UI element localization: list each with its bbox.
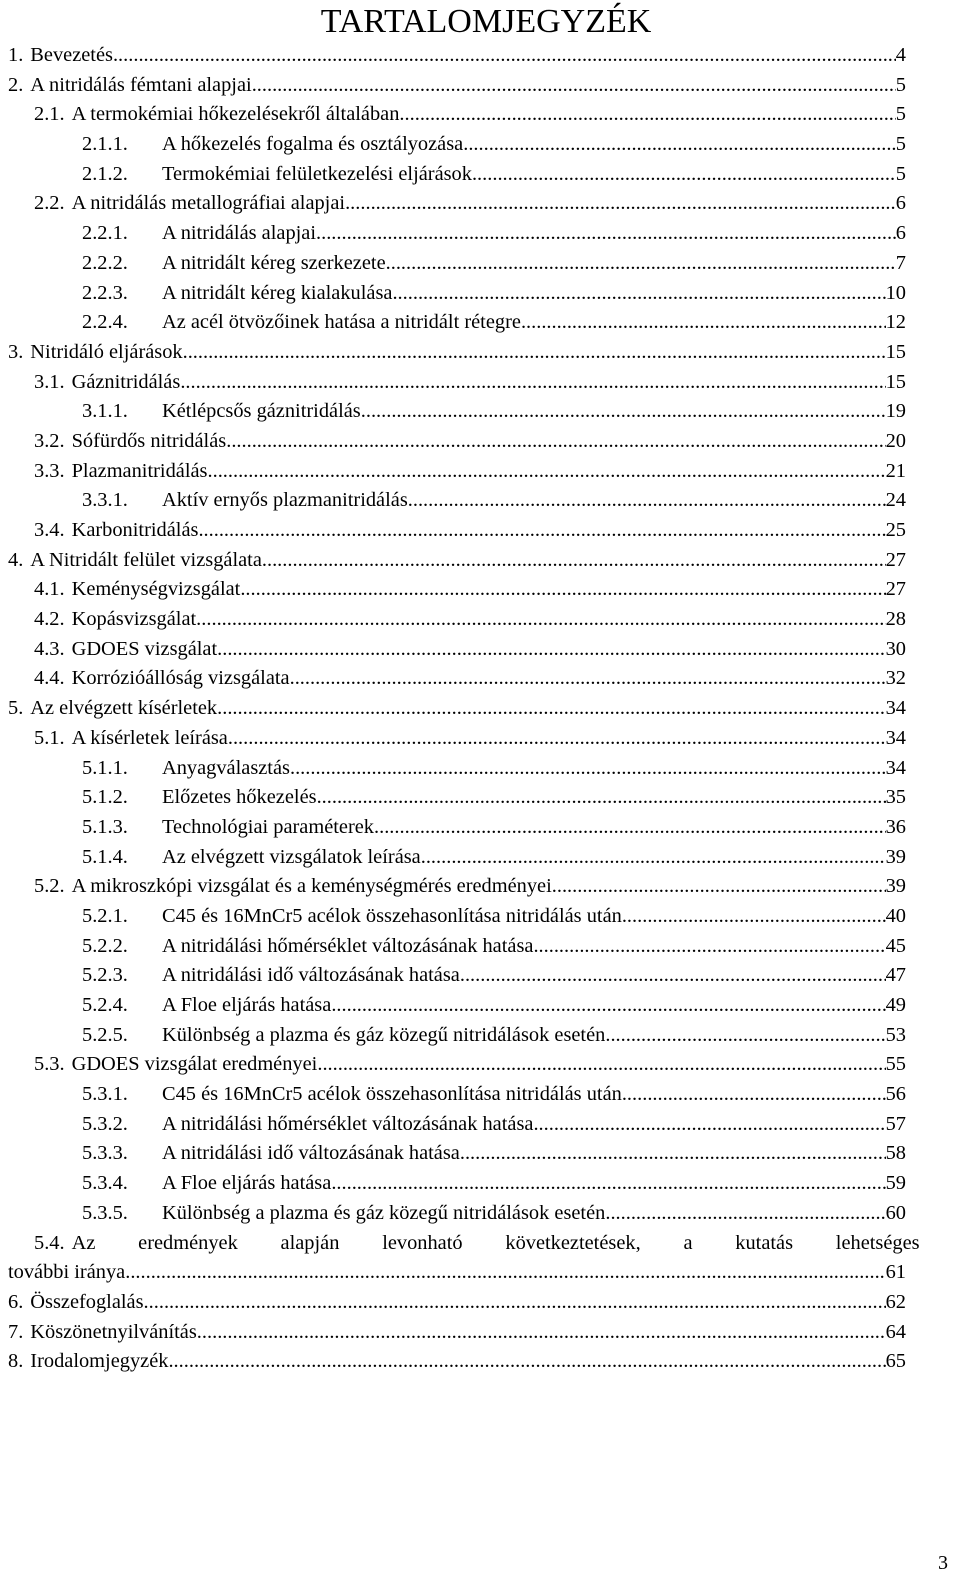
toc-entry-label: A nitridálási idő változásának hatása <box>162 1142 460 1165</box>
toc-entry-page: 30 <box>885 637 906 660</box>
toc-entry-page: 15 <box>885 340 906 363</box>
toc-entry[interactable] <box>8 397 906 427</box>
toc-entry-number: 4.4. <box>34 667 65 690</box>
toc-entry[interactable] <box>8 724 906 754</box>
toc-leader-dots <box>113 41 896 71</box>
toc-entry-page: 24 <box>885 489 906 512</box>
toc-leader-dots <box>533 1110 885 1140</box>
toc-leader-dots <box>392 279 885 309</box>
toc-entry-number: 4.3. <box>34 637 65 660</box>
toc-entry-number: 5.3. <box>34 1053 65 1076</box>
toc-entry-page: 49 <box>885 994 906 1016</box>
toc-leader-dots <box>198 516 885 546</box>
toc-entry-page: 35 <box>885 786 906 809</box>
toc-entry-number: 3.3.1. <box>82 489 128 512</box>
toc-entry-page: 20 <box>885 429 906 452</box>
toc-entry-number: 2.1.1. <box>82 133 128 156</box>
toc-entry[interactable] <box>8 1199 906 1229</box>
toc-entry-label: Karbonitridálás <box>71 519 199 541</box>
toc-entry-label: Termokémiai felületkezelési eljárások <box>162 162 472 185</box>
toc-leader-dots <box>125 1258 885 1288</box>
toc-entry-number: 2.1.2. <box>82 162 128 185</box>
toc-entry-label: A nitridálási hőmérséklet változásának hatása <box>162 1112 534 1135</box>
toc-entry-number: 5.1.4. <box>82 845 128 868</box>
toc-entry-page: 5 <box>895 133 906 156</box>
toc-leader-dots <box>290 664 886 694</box>
toc-entry[interactable] <box>8 1229 920 1259</box>
toc-entry-page: 56 <box>885 1083 906 1106</box>
toc-entry-page: 53 <box>885 1023 906 1046</box>
toc-entry[interactable] <box>8 694 906 724</box>
toc-entry-label: Az elvégzett kísérletek <box>30 697 218 720</box>
toc-entry[interactable] <box>8 813 906 843</box>
toc-entry-page: 57 <box>885 1112 906 1135</box>
toc-entry-number: 4.2. <box>34 608 65 631</box>
toc-entry[interactable] <box>8 902 906 932</box>
toc-leader-dots <box>228 724 886 754</box>
toc-entry-page: 6 <box>895 192 906 215</box>
toc-entry-number: 2. <box>8 73 24 96</box>
toc-entry-label: Anyagválasztás <box>162 756 290 779</box>
toc-entry-page: 27 <box>885 548 906 571</box>
toc-entry-page: 7 <box>895 251 906 274</box>
toc-entry-page: 12 <box>885 311 906 334</box>
toc-entry[interactable] <box>8 279 906 309</box>
toc-leader-dots <box>252 71 896 101</box>
toc-entry-number: 4. <box>8 548 24 571</box>
toc-entry-number: 5.1.1. <box>82 756 128 779</box>
toc-leader-dots <box>421 843 886 873</box>
toc-entry-label: Előzetes hőkezelés <box>162 786 317 809</box>
toc-leader-dots <box>240 575 885 605</box>
toc-entry-page: 61 <box>885 1261 906 1284</box>
toc-leader-dots <box>290 754 886 784</box>
toc-entry-number: 2.2.2. <box>82 251 128 274</box>
toc-entry-label: Köszönetnyilvánítás <box>30 1320 197 1343</box>
toc-entry-label: Különbség a plazma és gáz közegű nitridálások esetén <box>162 1023 606 1046</box>
toc-entry[interactable] <box>8 427 906 457</box>
toc-leader-dots <box>622 902 886 932</box>
toc-leader-dots <box>197 1318 886 1348</box>
toc-leader-dots <box>183 338 886 368</box>
toc-entry-page: 55 <box>885 1053 906 1076</box>
toc-entry-continuation[interactable] <box>8 1258 906 1288</box>
toc-entry-number: 5.1.3. <box>82 815 128 838</box>
toc-leader-dots <box>208 457 886 487</box>
toc-leader-dots <box>217 635 885 665</box>
toc-entry-label: GDOES vizsgálat eredményei <box>71 1053 318 1076</box>
toc-entry-label: C45 és 16MnCr5 acélok összehasonlítása nitridálás után <box>162 904 622 927</box>
toc-entry-label: Kétlépcsős gáznitridálás <box>162 400 361 423</box>
toc-entry-number: 3.1.1. <box>82 400 128 423</box>
toc-leader-dots <box>316 219 896 249</box>
toc-entry[interactable] <box>8 961 906 991</box>
toc-entry-label: Korrózióállóság vizsgálata <box>71 667 290 690</box>
toc-entry-page: 59 <box>885 1172 906 1195</box>
toc-entry-label: Aktív ernyős plazmanitridálás <box>162 489 408 512</box>
toc-leader-dots <box>345 189 896 219</box>
toc-entry-number: 5.2.1. <box>82 904 128 927</box>
toc-entry[interactable] <box>8 1318 906 1348</box>
toc-entry-page: 10 <box>885 281 906 304</box>
toc-entry[interactable] <box>8 368 906 398</box>
toc-entry-label: A termokémiai hőkezelésekről általában <box>71 103 400 126</box>
toc-entry-number: 6. <box>8 1290 24 1313</box>
toc-leader-dots <box>463 130 896 160</box>
toc-entry[interactable] <box>8 546 906 576</box>
toc-leader-dots <box>317 783 886 813</box>
toc-entry-label: Különbség a plazma és gáz közegű nitridálások esetén <box>162 1201 606 1224</box>
toc-entry-number: 7. <box>8 1320 24 1343</box>
toc-entry-number: 5.3.1. <box>82 1083 128 1106</box>
toc-entry[interactable] <box>8 1139 906 1169</box>
toc-entry-number: 3.2. <box>34 429 65 452</box>
page-number: 3 <box>938 1552 948 1574</box>
toc-entry-label: Plazmanitridálás <box>71 459 208 482</box>
toc-entry-page: 4 <box>895 44 906 66</box>
toc-leader-dots <box>408 486 886 516</box>
toc-entry[interactable] <box>8 872 906 902</box>
toc-leader-dots <box>331 1169 885 1199</box>
toc-entry-number: 5.2.4. <box>82 994 128 1016</box>
toc-entry-number: 5. <box>8 697 24 720</box>
toc-entry[interactable] <box>8 100 906 130</box>
toc-entry-label: A nitridálás alapjai <box>162 222 317 245</box>
toc-entry-page: 19 <box>885 400 906 423</box>
toc-entry-page: 34 <box>885 697 906 720</box>
toc-entry-label: A nitridálási hőmérséklet változásának hatása <box>162 934 534 957</box>
toc-entry-label: Az eredmények alapján levonható következtetések, a kutatás lehetséges <box>71 1231 920 1254</box>
toc-leader-dots <box>622 1080 886 1110</box>
toc-leader-dots <box>386 249 896 279</box>
toc-entry-number: 3.4. <box>34 519 65 541</box>
toc-entry-number: 5.3.5. <box>82 1201 128 1224</box>
toc-entry-page: 6 <box>895 222 906 245</box>
toc-entry-page: 5 <box>895 103 906 126</box>
toc-entry-page: 5 <box>895 73 906 96</box>
toc-entry-page: 62 <box>885 1290 906 1313</box>
toc-entry-number: 5.3.2. <box>82 1112 128 1135</box>
toc-entry-number: 3. <box>8 340 24 363</box>
toc-entry-page: 28 <box>885 608 906 631</box>
toc-entry[interactable] <box>8 783 906 813</box>
toc-entry-label: A hőkezelés fogalma és osztályozása <box>162 133 464 156</box>
toc-entry[interactable] <box>8 1080 906 1110</box>
toc-entry-page: 39 <box>885 845 906 868</box>
toc-entry[interactable] <box>8 130 906 160</box>
toc-entry-page: 64 <box>885 1320 906 1343</box>
toc-leader-dots <box>196 605 885 635</box>
toc-leader-dots <box>460 961 886 991</box>
toc-leader-dots <box>605 1199 885 1229</box>
toc-entry[interactable] <box>8 338 906 368</box>
toc-leader-dots <box>460 1139 886 1169</box>
toc-entry[interactable] <box>8 1347 906 1377</box>
toc-entry-page: 45 <box>885 934 906 957</box>
toc-entry-page: 32 <box>885 667 906 690</box>
toc-entry-label: A kísérletek leírása <box>71 726 228 749</box>
toc-entry-label: Kopásvizsgálat <box>71 608 197 631</box>
toc-entry[interactable] <box>8 575 906 605</box>
toc-leader-dots <box>168 1347 885 1377</box>
toc-entry[interactable] <box>8 457 906 487</box>
toc-entry-label: A nitridálás fémtani alapjai <box>30 73 252 96</box>
toc-entry-label: A nitridálás metallográfiai alapjai <box>71 192 346 215</box>
toc-leader-dots <box>217 694 885 724</box>
toc-entry[interactable] <box>8 843 906 873</box>
toc-entry-label: Keménységvizsgálat <box>71 578 241 601</box>
toc-leader-dots <box>180 368 885 398</box>
toc-entry-number: 5.2.2. <box>82 934 128 957</box>
toc-entry-page: 34 <box>885 726 906 749</box>
toc-entry-number: 5.3.4. <box>82 1172 128 1195</box>
toc-entry-label: A Floe eljárás hatása <box>162 994 332 1016</box>
toc-entry[interactable] <box>8 516 906 546</box>
toc-entry[interactable] <box>8 991 906 1021</box>
toc-leader-dots <box>472 160 896 190</box>
toc-entry-label: Technológiai paraméterek <box>162 815 375 838</box>
toc-leader-dots <box>399 100 895 130</box>
toc-entry-number: 5.2.5. <box>82 1023 128 1046</box>
toc-entry-label: Gáznitridálás <box>71 370 181 393</box>
toc-entry-label: Bevezetés <box>30 44 113 66</box>
toc-leader-dots <box>226 427 885 457</box>
table-of-contents <box>8 41 920 1377</box>
toc-leader-dots <box>552 872 886 902</box>
toc-leader-dots <box>317 1050 885 1080</box>
toc-entry-page: 5 <box>895 162 906 185</box>
toc-leader-dots <box>144 1288 886 1318</box>
toc-entry-label: A nitridálási idő változásának hatása <box>162 964 460 987</box>
toc-entry-number: 8. <box>8 1350 24 1373</box>
toc-entry-page: 21 <box>885 459 906 482</box>
toc-entry-page: 39 <box>885 875 906 898</box>
toc-entry[interactable] <box>8 1169 906 1199</box>
toc-entry[interactable] <box>8 932 906 962</box>
toc-entry-label: A nitridált kéreg szerkezete <box>162 251 386 274</box>
toc-entry-page: 34 <box>885 756 906 779</box>
toc-entry-label: Az acél ötvözőinek hatása a nitridált rétegre <box>162 311 521 334</box>
toc-entry-number: 1. <box>8 44 24 66</box>
toc-entry-label: GDOES vizsgálat <box>71 637 218 660</box>
toc-entry-page: 60 <box>885 1201 906 1224</box>
toc-entry[interactable] <box>8 605 906 635</box>
toc-entry[interactable] <box>8 1110 906 1140</box>
toc-entry[interactable] <box>8 249 906 279</box>
toc-leader-dots <box>262 546 886 576</box>
toc-entry-label: A Nitridált felület vizsgálata <box>30 548 262 571</box>
toc-entry[interactable] <box>8 41 906 71</box>
toc-leader-dots <box>533 932 885 962</box>
toc-entry-label: A nitridált kéreg kialakulása <box>162 281 393 304</box>
toc-leader-dots <box>331 991 885 1021</box>
toc-entry[interactable] <box>8 635 906 665</box>
toc-entry-label: C45 és 16MnCr5 acélok összehasonlítása nitridálás után <box>162 1083 622 1106</box>
toc-entry-label: további iránya <box>8 1261 126 1284</box>
toc-entry-label: Összefoglalás <box>30 1290 144 1313</box>
toc-entry[interactable] <box>8 189 906 219</box>
toc-entry[interactable] <box>8 1288 906 1318</box>
toc-entry-number: 5.2. <box>34 875 65 898</box>
toc-entry-page: 25 <box>885 519 906 541</box>
toc-entry-number: 3.1. <box>34 370 65 393</box>
toc-entry-page: 65 <box>885 1350 906 1373</box>
toc-leader-dots <box>361 397 886 427</box>
toc-entry[interactable] <box>8 1050 906 1080</box>
toc-entry[interactable] <box>8 664 906 694</box>
toc-entry-label: Sófürdős nitridálás <box>71 429 227 452</box>
toc-entry[interactable] <box>8 486 906 516</box>
toc-entry-number: 3.3. <box>34 459 65 482</box>
toc-entry-number: 5.4. <box>34 1231 65 1254</box>
toc-entry-page: 15 <box>885 370 906 393</box>
page-title: TARTALOMJEGYZÉK <box>320 3 652 40</box>
toc-entry-number: 5.1.2. <box>82 786 128 809</box>
toc-leader-dots <box>521 308 886 338</box>
toc-entry-page: 58 <box>885 1142 906 1165</box>
toc-entry-page: 27 <box>885 578 906 601</box>
toc-entry-number: 2.2.1. <box>82 222 128 245</box>
toc-entry-label: A Floe eljárás hatása <box>162 1172 332 1195</box>
toc-leader-dots <box>605 1021 885 1051</box>
toc-entry-page: 40 <box>885 904 906 927</box>
toc-entry[interactable] <box>8 219 906 249</box>
toc-entry[interactable] <box>8 308 906 338</box>
toc-entry-label: A mikroszkópi vizsgálat és a keménységmérés eredményei <box>71 875 552 898</box>
toc-entry[interactable] <box>8 160 906 190</box>
toc-entry-page: 36 <box>885 815 906 838</box>
toc-entry-label: Irodalomjegyzék <box>30 1350 169 1373</box>
toc-entry-number: 4.1. <box>34 578 65 601</box>
toc-entry-number: 5.3.3. <box>82 1142 128 1165</box>
toc-entry-number: 2.2.4. <box>82 311 128 334</box>
toc-entry-number: 2.2. <box>34 192 65 215</box>
toc-entry-page: 47 <box>885 964 906 987</box>
toc-entry[interactable] <box>8 754 906 784</box>
toc-entry-number: 5.1. <box>34 726 65 749</box>
toc-entry-label: Nitridáló eljárások <box>30 340 183 363</box>
toc-entry-number: 2.2.3. <box>82 281 128 304</box>
toc-entry[interactable] <box>8 71 906 101</box>
toc-entry-number: 2.1. <box>34 103 65 126</box>
toc-entry[interactable] <box>8 1021 906 1051</box>
toc-entry-number: 5.2.3. <box>82 964 128 987</box>
toc-entry-label: Az elvégzett vizsgálatok leírása <box>162 845 421 868</box>
toc-leader-dots <box>374 813 886 843</box>
